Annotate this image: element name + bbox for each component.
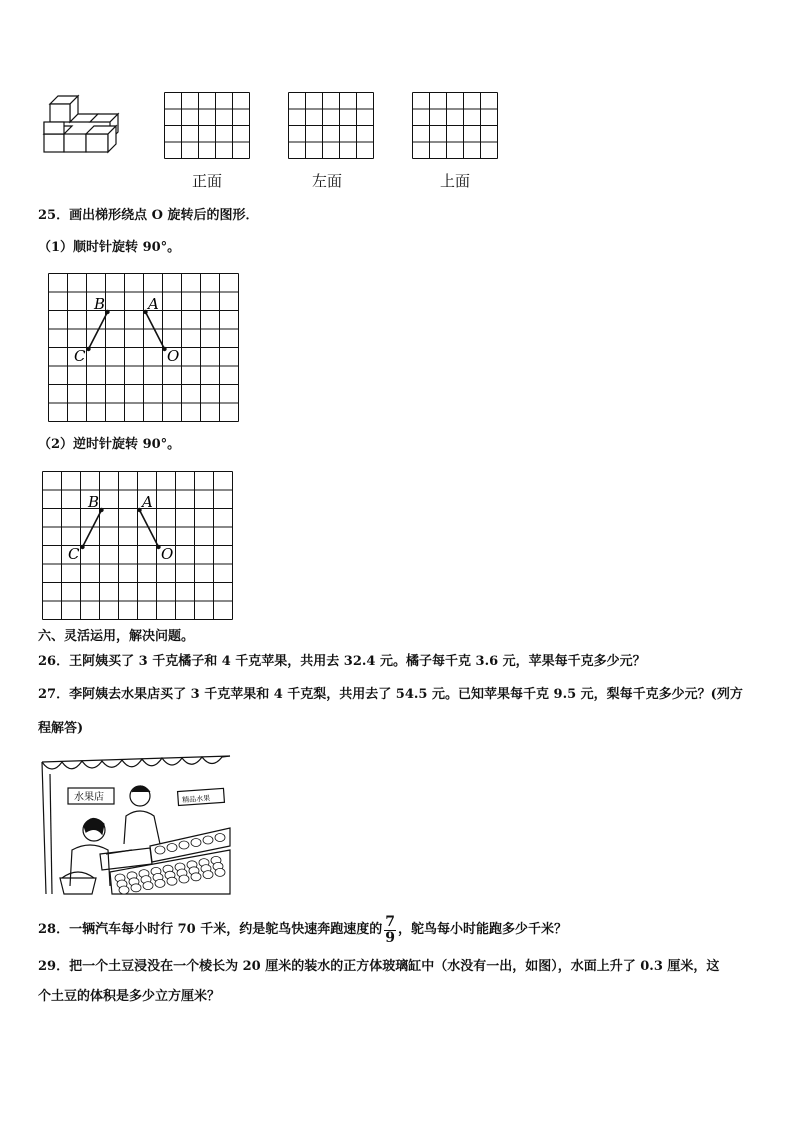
label-o: O bbox=[161, 545, 174, 563]
label-c: C bbox=[68, 545, 80, 563]
question-25-part2: （2）逆时针旋转 90°。 bbox=[38, 437, 181, 452]
fruit bbox=[155, 846, 165, 854]
point-c bbox=[86, 347, 90, 351]
cube-stack-figure bbox=[40, 94, 126, 156]
point-c bbox=[80, 545, 84, 549]
question-29-line2: 个土豆的体积是多少立方厘米？ bbox=[38, 989, 221, 1004]
fruit bbox=[203, 836, 213, 844]
fruit bbox=[215, 834, 225, 842]
top-view-grid[interactable] bbox=[412, 92, 498, 160]
point-b bbox=[105, 310, 109, 314]
fruit bbox=[119, 886, 129, 894]
fraction-7-9 bbox=[384, 915, 396, 946]
label-a: A bbox=[142, 493, 153, 511]
fruit bbox=[155, 879, 165, 887]
label-c: C bbox=[74, 347, 86, 365]
question-29-line1: 29．把一个土豆浸没在一个棱长为 20 厘米的装水的正方体玻璃缸中（水没有一出，如图），水面上升了 0.3 厘米，这 bbox=[38, 959, 720, 974]
question-28-before: 28．一辆汽车每小时行 70 千米，约是鸵鸟快速奔跑速度的 bbox=[38, 922, 383, 937]
label-a: A bbox=[148, 295, 159, 313]
fruit-shop-illustration bbox=[40, 754, 232, 896]
fruit bbox=[167, 877, 177, 885]
fruit bbox=[179, 841, 189, 849]
label-o: O bbox=[167, 347, 180, 365]
point-b bbox=[99, 508, 103, 512]
question-27-line1: 27．李阿姨去水果店买了 3 千克苹果和 4 千克梨，共用去了 54.5 元。已知苹果每千克 9.5 元，梨每千克多少元？(列方 bbox=[38, 687, 743, 702]
rotation-grid-clockwise[interactable] bbox=[48, 273, 246, 423]
fraction-denominator: 9 bbox=[385, 929, 395, 946]
fruit bbox=[167, 844, 177, 852]
fruit bbox=[203, 871, 213, 879]
question-25-part1: （1）顺时针旋转 90°。 bbox=[38, 240, 181, 255]
question-28 bbox=[38, 910, 567, 950]
left-view-label: 左面 bbox=[312, 172, 343, 190]
fruit bbox=[191, 873, 201, 881]
fruit bbox=[143, 882, 153, 890]
fruit bbox=[179, 875, 189, 883]
fruit bbox=[215, 868, 225, 876]
question-27-line2: 程解答) bbox=[38, 721, 84, 736]
front-view-grid[interactable] bbox=[164, 92, 250, 160]
rotation-grid-counterclockwise[interactable] bbox=[42, 471, 240, 621]
fraction-numerator: 7 bbox=[385, 913, 395, 930]
label-b: B bbox=[88, 493, 100, 511]
top-view-label: 上面 bbox=[440, 172, 471, 190]
question-25: 25．画出梯形绕点 O 旋转后的图形． bbox=[38, 208, 259, 223]
fruit bbox=[131, 884, 141, 892]
shop-sign-text: 水果店 bbox=[74, 792, 104, 803]
fruit-sign-text: 精品水果 bbox=[181, 794, 211, 805]
left-view-grid[interactable] bbox=[288, 92, 374, 160]
question-28-after: ，鸵鸟每小时能跑多少千米？ bbox=[397, 922, 567, 937]
section-6-heading: 六、灵活运用，解决问题。 bbox=[38, 629, 195, 644]
label-b: B bbox=[94, 295, 106, 313]
question-26: 26．王阿姨买了 3 千克橘子和 4 千克苹果，共用去 32.4 元。橘子每千克 3.6 元，苹果每千克多少元？ bbox=[38, 654, 646, 669]
fruit bbox=[191, 839, 201, 847]
front-view-label: 正面 bbox=[192, 172, 223, 190]
